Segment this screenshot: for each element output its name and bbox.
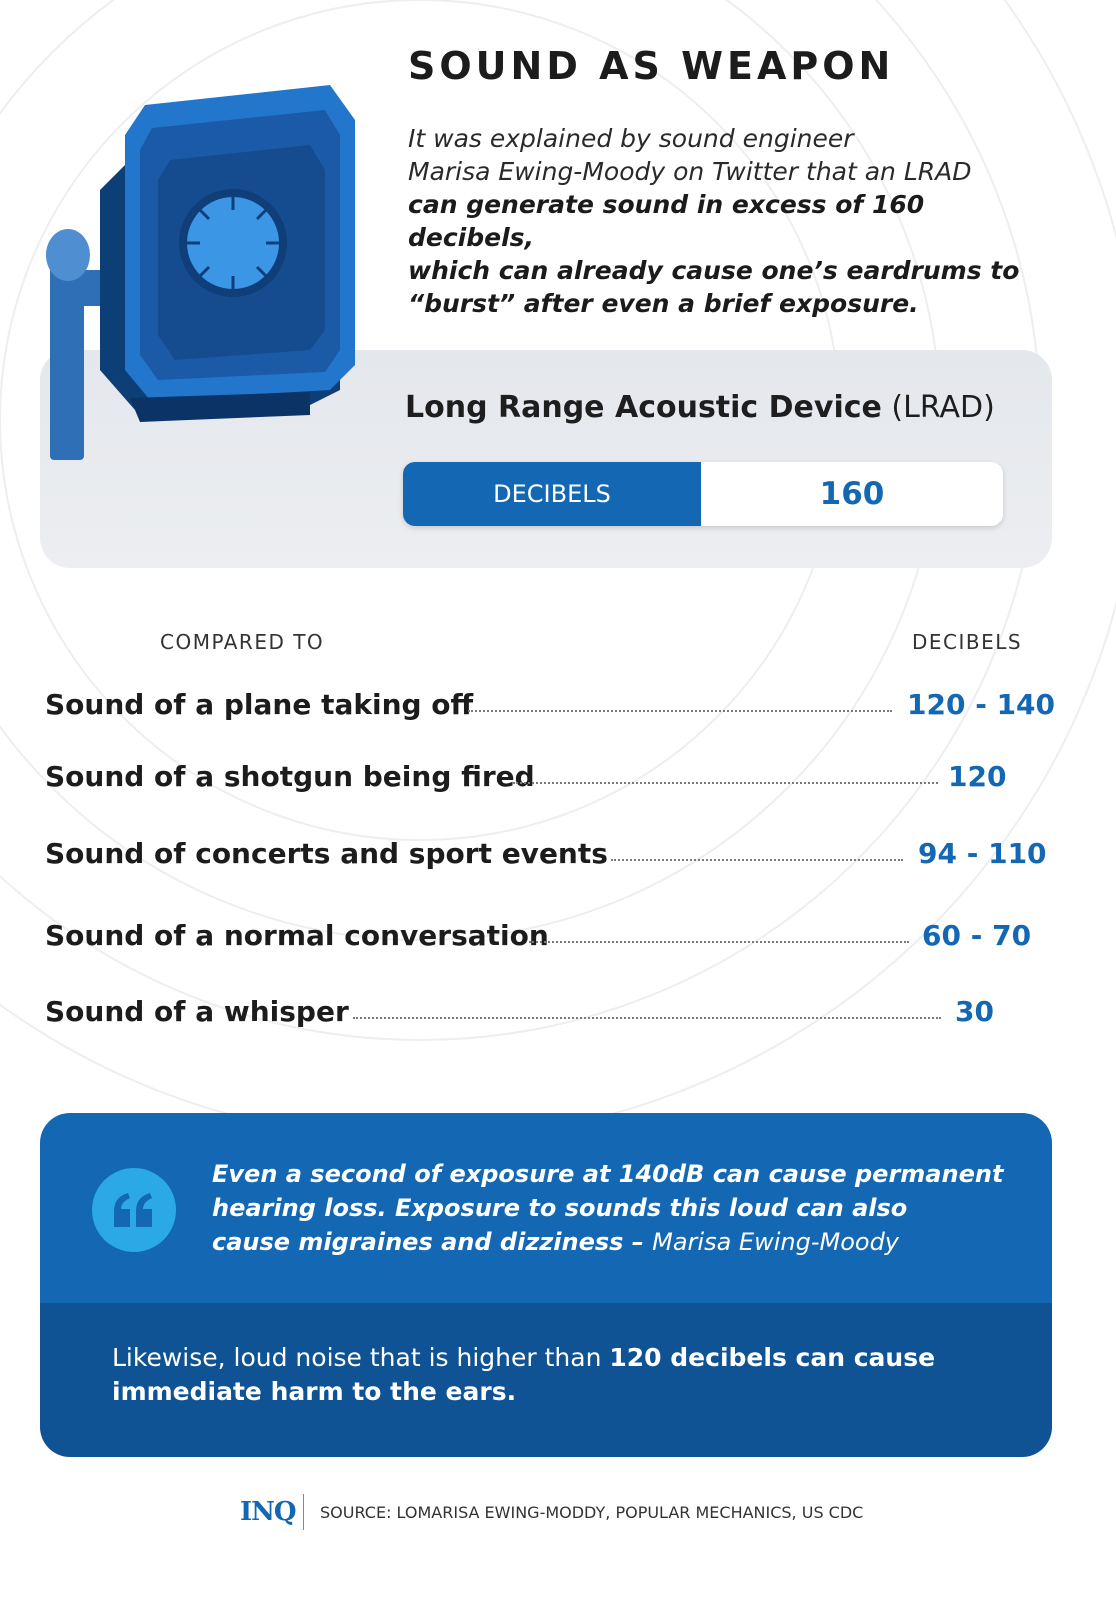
intro-paragraph [408,122,1048,320]
page-title: SOUND AS WEAPON [408,44,895,88]
comparison-value: 120 - 140 [907,688,1056,721]
comparison-row [45,919,1055,959]
quote-mark-icon [112,1193,156,1227]
comparison-label: Sound of concerts and sport events [45,837,608,870]
source-credit: SOURCE: LOMARISA EWING-MODDY, POPULAR MECHANICS, US CDC [320,1503,864,1522]
intro-line: It was explained by sound engineer [408,124,854,153]
dotted-leader [353,1017,941,1019]
intro-line-bold: “burst” after even a brief exposure. [408,289,919,318]
decibel-value: 160 [701,462,1003,526]
quote-line: Even a second of exposure at 140dB can cause permanent [212,1160,1004,1188]
comparison-value: 30 [955,995,994,1028]
quote-author: Marisa Ewing-Moody [652,1228,900,1256]
note-bold: 120 decibels can cause [609,1343,936,1372]
note-text [112,1341,992,1409]
note-normal: Likewise, loud noise that is higher than [112,1343,602,1372]
decibel-label: DECIBELS [403,462,701,526]
decibel-badge [403,462,1003,526]
intro-line: Marisa Ewing-Moody on Twitter that an LRAD [408,157,972,186]
quote-box [40,1113,1052,1457]
compared-to-header: COMPARED TO [160,630,325,654]
device-full-name: Long Range Acoustic Device [405,390,882,425]
dotted-leader [468,710,892,712]
comparison-row [45,995,1055,1035]
quote-section [40,1113,1052,1303]
quote-icon [92,1168,176,1252]
comparison-label: Sound of a shotgun being fired [45,760,535,793]
intro-line-bold: which can already cause one’s eardrums to [408,256,1020,285]
comparison-row [45,688,1055,728]
dotted-leader [513,782,938,784]
comparison-row [45,837,1055,877]
quote-line: hearing loss. Exposure to sounds this loud can also [212,1194,908,1222]
comparison-value: 120 [948,760,1007,793]
intro-line-bold: can generate sound in excess of 160 decibels, [408,190,925,252]
comparison-row [45,760,1055,800]
device-name [405,390,995,425]
comparison-label: Sound of a normal conversation [45,919,549,952]
quote-text [212,1157,1012,1259]
speaker-illustration [40,80,370,480]
note-bold-line: immediate harm to the ears. [112,1377,517,1406]
note-line [112,1341,992,1375]
footer-divider [303,1494,304,1530]
comparison-label: Sound of a whisper [45,995,349,1028]
comparison-value: 94 - 110 [918,837,1047,870]
inq-logo: INQ [240,1497,296,1527]
quote-line-end: cause migraines and dizziness – [212,1228,644,1256]
dotted-leader [529,941,909,943]
decibels-header: DECIBELS [912,630,1023,654]
dotted-leader [611,859,903,861]
device-abbreviation: (LRAD) [891,390,995,425]
comparison-label: Sound of a plane taking off [45,688,474,721]
comparison-value: 60 - 70 [922,919,1032,952]
note-section [40,1303,1052,1457]
quote-line [212,1225,1012,1259]
